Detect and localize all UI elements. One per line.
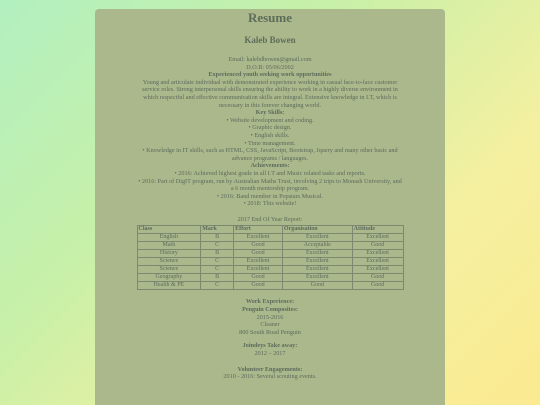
table-cell: B [201, 250, 234, 258]
table-cell: Acceptable [282, 242, 352, 250]
table-cell: C [201, 266, 234, 274]
table-cell: Excellent [282, 266, 352, 274]
table-cell: Good [352, 242, 403, 250]
table-cell: Excellent [234, 266, 283, 274]
skill-item: • English skills. [250, 131, 290, 139]
table-cell: Excellent [352, 250, 403, 258]
table-cell: Science [137, 258, 201, 266]
table-cell: Science [137, 266, 201, 274]
summary-text: Young and articulate individual with demonstrated experience working in casual face-to-face customer service roles. Strong interpersonal skills ensuring the ability to work in a highly diverse environment in which respectful and effective communication skills are integral. Extensive knowledge in I.T, which is necessary in this forever changing world. [142, 78, 398, 109]
table-cell: Excellent [282, 274, 352, 282]
person-name: Kaleb Bowen [244, 35, 296, 45]
table-cell: Excellent [352, 266, 403, 274]
work-section [95, 298, 445, 357]
skill-item: • Graphic design. [248, 124, 292, 132]
volunteer-heading: Volunteer Engagements: [237, 365, 303, 373]
table-cell: Good [352, 274, 403, 282]
achievement-item: • 2016: Part of DigIT program, run by Australian Maths Trust, involving 2 trips to Monash University, and a 6 month mentorship program. [138, 177, 402, 193]
column-header: Organisation [282, 226, 352, 234]
table-cell: Excellent [234, 234, 283, 242]
page-title: Resume [247, 10, 293, 25]
resume-card [95, 9, 445, 405]
table-cell: Excellent [352, 234, 403, 242]
job-detail: 2012 – 2017 [254, 350, 286, 358]
table-cell: Health & PE [137, 282, 201, 290]
column-header: Attitude [352, 226, 403, 234]
contact-info [95, 56, 445, 71]
table-cell: Good [234, 274, 283, 282]
volunteer-detail: 2010 - 2016: Several scouting events. [223, 373, 317, 381]
table-row [137, 274, 403, 282]
table-row [137, 234, 403, 242]
table-cell: Good [234, 242, 283, 250]
job-detail: 2015-2016 [256, 313, 284, 321]
table-cell: Good [352, 282, 403, 290]
table-cell: Good [234, 282, 283, 290]
table-cell: B [201, 234, 234, 242]
table-cell: Good [234, 250, 283, 258]
column-header: Class [137, 226, 201, 234]
work-heading: Work Experience: [245, 298, 295, 306]
volunteer-section [95, 366, 445, 381]
table-row [137, 282, 403, 290]
skills-heading: Key Skills: [255, 109, 285, 117]
skills-section [138, 109, 403, 162]
table-cell: History [137, 250, 201, 258]
summary-heading: Experienced youth seeking work opportunities [208, 71, 332, 79]
table-cell: Excellent [234, 258, 283, 266]
table-cell: B [201, 274, 234, 282]
report-caption: 2017 End Of Year Report: [237, 215, 303, 223]
table-cell: C [201, 242, 234, 250]
table-cell: C [201, 282, 234, 290]
table-header-row [137, 226, 403, 234]
job-detail: Cleaner [260, 321, 280, 329]
email-text: Email: kalebdbowen@gmail.com [228, 56, 312, 63]
table-cell: C [201, 258, 234, 266]
dob-text: D.O.B: 05/06/2002 [246, 63, 294, 71]
skill-item: • Time management. [244, 139, 296, 147]
table-cell: Math [137, 242, 201, 250]
table-row [137, 266, 403, 274]
achievement-item: • 2018: This website! [243, 200, 297, 208]
table-cell: English [137, 234, 201, 242]
column-header: Effort [234, 226, 283, 234]
table-cell: Excellent [352, 258, 403, 266]
table-cell: Excellent [282, 258, 352, 266]
skill-item: • Knowledge in IT skills, such as HTML, CSS, JavaScript, Bootstrap, Jquery and many other basic and advance programs / languages. [142, 147, 398, 162]
achievements-heading: Achievements: [250, 162, 290, 170]
table-cell: Excellent [282, 250, 352, 258]
table-row [137, 250, 403, 258]
table-cell: Excellent [282, 234, 352, 242]
table-cell: Good [282, 282, 352, 290]
summary-section [138, 71, 403, 109]
column-header: Mark [201, 226, 234, 234]
table-row [137, 258, 403, 266]
table-row [137, 242, 403, 250]
achievement-item: • 2016: Band member in Popstars Musical. [216, 192, 324, 200]
skill-item: • Website development and coding. [226, 116, 314, 124]
table-cell: Geography [137, 274, 201, 282]
achievement-item: • 2016: Achieved highest grade in all I.T and Music related tasks and reports. [174, 169, 366, 177]
employer-name: Penguin Composites: [242, 306, 298, 314]
employer-name: Joindeys Take away: [242, 342, 298, 350]
report-section [95, 216, 445, 291]
achievements-section [138, 162, 403, 208]
report-table [137, 225, 404, 290]
job-detail: 800 South Road Penguin [239, 328, 301, 336]
